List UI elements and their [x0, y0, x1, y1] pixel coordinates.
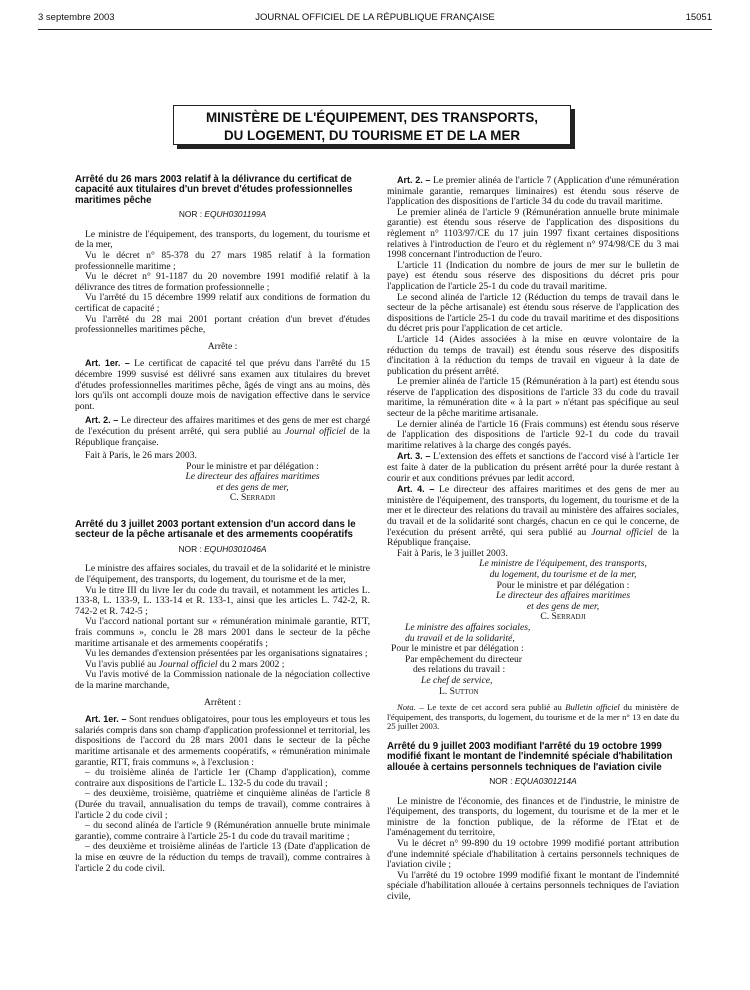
- arrete-heading: Arrête :: [207, 340, 238, 352]
- article: Art. 4. – Le directeur des affaires maritimes et des gens de mer au ministère de l'équipement, des transports, du logement, du tourisme et de la mer et le directeur des relations du travail au ministère des affaires sociales, du travail et de la solidarité sont chargés, chacun en ce qui le concerne, de l'exécution du présent arrêté, qui sera publié au Journal officiel de la République française.: [387, 484, 680, 549]
- paragraph: Vu l'avis motivé de la Commission nationale de la négociation collective de la marine marchande,: [75, 669, 370, 691]
- signature: Le ministre de l'équipement, des transports,: [479, 558, 647, 570]
- signature: et des gens de mer,: [216, 481, 289, 493]
- paragraph: Vu l'arrêté du 28 mai 2001 portant création d'un brevet d'études professionnelles maritimes pêche,: [75, 313, 370, 336]
- arrete3-nor: NOR : EQUA0301214A: [489, 776, 577, 787]
- paragraph: Le ministre des affaires sociales, du travail et de la solidarité et le ministre de l'équipement, des transports, du logement, du tourisme et de la mer,: [75, 563, 370, 586]
- paragraph: Vu l'arrêté du 19 octobre 1999 modifié fixant le montant de l'indemnité spéciale d'habilitation allouée à certains personnels techniques de l'aviation civile,: [387, 869, 679, 903]
- header-rule: [38, 29, 712, 30]
- article: Art. 1er. – Le certificat de capacité tel que prévu dans l'arrêté du 15 décembre 1999 susvisé est délivré sans examen aux titulaires du brevet d'études professionnelles maritimes pêche, âgés de vingt ans au moins, dès lors qu'ils ont accompli douze mois de navigation effective dans le service pont.: [75, 358, 370, 412]
- list-item: – des deuxième, troisième, quatrième et cinquième alinéas de l'article 8 (Durée du travail, annualisation du temps de travail), comme contraires à l'article 2 du code civil ;: [75, 788, 370, 821]
- article: Art. 3. – L'extension des effets et sanctions de l'accord visé à l'article 1er est faite à dater de la publication du présent arrêté pour la durée restant à courir et aux conditions prévues par ledit accord.: [387, 451, 679, 484]
- header-date: 3 septembre 2003: [38, 12, 115, 23]
- paragraph: Le premier alinéa de l'article 15 (Rémunération à la part) est étendu sous réserve de l'application des dispositions de l'article 33 du code du travail maritime, la rémunération dite « à la part » n'étant pas spécifique au seul secteur de la pêche maritime artisanale.: [387, 376, 679, 420]
- signature: Pour le ministre et par délégation :: [186, 460, 319, 472]
- signature: Le chef de service,: [421, 674, 493, 686]
- right-column: [387, 175, 679, 903]
- signature-name: C. Serradji: [229, 492, 276, 504]
- header-journal-title: JOURNAL OFFICIEL DE LA RÉPUBLIQUE FRANÇAISE: [255, 12, 495, 23]
- paragraph: Le ministre de l'équipement, des transports, du logement, du tourisme et de la mer,: [75, 228, 370, 251]
- paragraph: Le ministre de l'économie, des finances et de l'industrie, le ministre de l'équipement, des transports, du logement, du tourisme et de la mer et le ministre de la fonction publique, de la réforme de l'Etat et de l'aménagement du territoire,: [387, 795, 679, 839]
- list-item: – des deuxième et troisième alinéas de l'article 13 (Date d'application de la mise en œuvre de la réduction du temps de travail), comme contraires à l'article 2 du code civil.: [75, 841, 370, 874]
- signature: Pour le ministre et par délégation :: [391, 643, 524, 655]
- signature: Le directeur des affaires maritimes: [185, 471, 320, 483]
- left-column: [75, 175, 370, 874]
- paragraph: Vu le décret n° 85-378 du 27 mars 1985 relatif à la formation professionnelle maritime ;: [75, 250, 370, 272]
- ministry-line-1: MINISTÈRE DE L'ÉQUIPEMENT, DES TRANSPORTS,: [205, 110, 539, 125]
- paragraph: L'article 14 (Aides associées à la mise en œuvre volontaire de la réduction du temps de travail) est étendu sous réserve des dispositifs d'incitation à la réduction du temps de travail en vigueur à la date de publication du présent arrêté.: [387, 333, 679, 377]
- signature: des relations du travail :: [413, 664, 506, 676]
- article: Art. 1er. – Sont rendues obligatoires, pour tous les employeurs et tous les salariés compris dans son champ d'application professionnel et territorial, les dispositions de l'accord du 28 mars 2001 dans le secteur de la pêche maritime artisanale et des armements coopératifs, « rémunération minimale garantie, RTT, frais communs », à l'exclusion :: [75, 714, 370, 768]
- arrete1-title: Arrêté du 26 mars 2003 relatif à la délivrance du certificat de capacité aux titulaires d'un brevet d'études professionnelles maritimes pêche: [75, 174, 353, 206]
- fait-a-paris: Fait à Paris, le 3 juillet 2003.: [397, 547, 508, 559]
- arrete3-title: Arrêté du 9 juillet 2003 modifiant l'arrêté du 19 octobre 1999 modifié fixant le montant de l'indemnité spéciale d'habilitation allouée à certains personnels techniques de l'aviation civile: [387, 740, 673, 773]
- page-header: [0, 12, 750, 26]
- arrete1-nor: NOR : EQUH0301199A: [178, 209, 267, 220]
- signature-name: L. Sutton: [439, 685, 479, 697]
- paragraph: Le dernier alinéa de l'article 16 (Frais communs) est étendu sous réserve de l'application des dispositions de l'article 92-1 du code du travail maritime relatives à la charge des congés payés.: [387, 418, 679, 451]
- paragraph: Vu le décret n° 91-1187 du 20 novembre 1991 modifié relatif à la délivrance des titres de formation professionnelle ;: [75, 271, 370, 293]
- fait-a-paris: Fait à Paris, le 26 mars 2003.: [85, 450, 197, 462]
- signature: Le ministre des affaires sociales,: [405, 621, 531, 633]
- header-page-number: 15051: [685, 12, 712, 23]
- paragraph: L'article 11 (Indication du nombre de jours de mer sur le bulletin de paye) est étendu sous réserve des dispositions du décret pris pour l'application de l'article 25-1 du code du travail maritime.: [387, 259, 679, 292]
- paragraph: Vu le titre III du livre Ier du code du travail, et notamment les articles L. 133-8, L. 133-9, L. 133-14 et R. 133-1, ainsi que les articles L. 742-2, R. 742-2 et R. 742-5 ;: [75, 584, 370, 617]
- paragraph: Vu l'arrêté du 15 décembre 1999 relatif aux conditions de formation du certificat de capacité ;: [75, 292, 370, 314]
- paragraph: Le premier alinéa de l'article 9 (Rémunération annuelle brute minimale garantie) est étendu sous réserve de l'application des dispositions du règlement n° 1103/97/CE du 17 juin 1997 fixant certaines dispositions relatives à l'introduction de l'euro et du règlement n° 974/98/CE du 3 mai 1998 concernant l'introduction de l'euro.: [387, 206, 679, 261]
- paragraph: Vu le décret n° 99-890 du 19 octobre 1999 modifié portant attribution d'une indemnité spéciale d'habilitation à certains personnels techniques de l'aviation civile ;: [387, 838, 679, 871]
- arrete2-nor: NOR : EQUH0301046A: [178, 543, 267, 554]
- signature: et des gens de mer,: [526, 600, 600, 612]
- signature: du logement, du tourisme et de la mer,: [489, 568, 637, 580]
- ministry-line-2: DU LOGEMENT, DU TOURISME ET DE LA MER: [223, 128, 521, 143]
- arrete2-title: Arrêté du 3 juillet 2003 portant extension d'un accord dans le secteur de la pêche artisanale et des armements coopératifs: [75, 519, 356, 541]
- paragraph: Vu l'avis publié au Journal officiel du 2 mars 2002 ;: [85, 658, 285, 670]
- nota: Nota. – Le texte de cet accord sera publié au Bulletin officiel du ministère de l'équipement, des transports, du logement, du tourisme et de la mer n° 13 en date du 25 juillet 2003.: [387, 702, 679, 732]
- list-item: – du troisième alinéa de l'article 1er (Champ d'application), comme contraire aux dispositions de l'article L. 132-5 du code du travail ;: [75, 767, 370, 789]
- ministry-box: [173, 105, 571, 145]
- paragraph: Le second alinéa de l'article 12 (Réduction du temps de travail dans le secteur de la pêche artisanale) est étendu sous réserve de l'application des dispositions de l'article 25-1 du code du travail maritime et des dispositions du décret pris pour l'application de cet article.: [387, 291, 679, 335]
- signature: Par empêchement du directeur: [405, 653, 522, 665]
- article: Art. 2. – Le directeur des affaires maritimes et des gens de mer est chargé de l'exécution du présent arrêté, qui sera publié au Journal officiel de la République française.: [75, 415, 371, 448]
- paragraph: Vu l'accord national portant sur « rémunération minimale garantie, RTT, frais communs », conclu le 28 mars 2001 dans le secteur de la pêche maritime artisanale et des armements coopératifs ;: [75, 616, 370, 649]
- signature: Pour le ministre et par délégation :: [496, 579, 630, 591]
- arrete-heading: Arrêtent :: [203, 696, 242, 708]
- list-item: – du second alinéa de l'article 9 (Rémunération annuelle brute minimale garantie), comme contraire à l'article 25-1 du code du travail maritime ;: [75, 820, 370, 842]
- paragraph: Vu les demandes d'extension présentées par les organisations signataires ;: [85, 648, 368, 660]
- signature: Le directeur des affaires maritimes: [495, 590, 631, 602]
- article: Art. 2. – Le premier alinéa de l'article 7 (Application d'une rémunération minimale garantie, remarques liminaires) est étendu sous réserve de l'application des dispositions de l'article 34 du code du travail maritime.: [387, 175, 679, 208]
- signature: du travail et de la solidarité,: [405, 632, 515, 644]
- signature-name: C. Serradji: [540, 611, 586, 623]
